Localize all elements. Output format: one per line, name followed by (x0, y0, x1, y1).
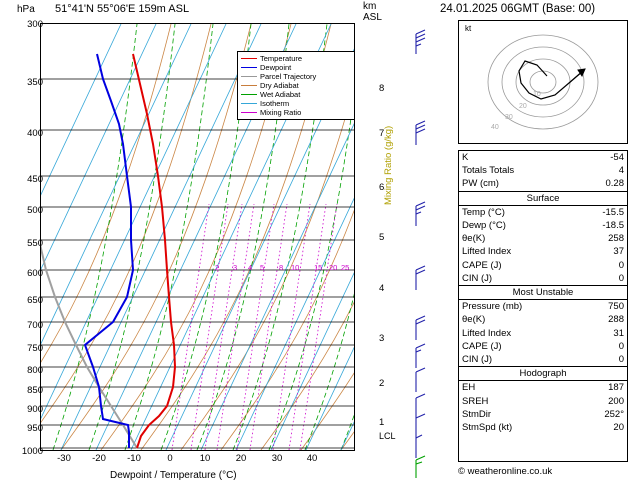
row-val-pw: 0.28 (605, 178, 624, 190)
section-title-surface: Surface (459, 191, 627, 205)
table-row (459, 395, 627, 408)
height-axis-label: km (363, 1, 377, 12)
row-key-sfc-dewp: Dewp (°C) (462, 220, 506, 232)
mixing-label-3: 3 (233, 263, 238, 272)
ytick-700: 700 (27, 320, 43, 331)
xtick-40: 40 (306, 453, 318, 464)
mixing-label-10: 10 (291, 263, 300, 272)
legend-swatch-isotherm (241, 103, 257, 104)
legend-item-dry-adiabat (241, 81, 351, 90)
row-val-sreh: 200 (608, 395, 624, 407)
legend-item-temperature (241, 54, 351, 63)
table-row (459, 272, 627, 286)
row-key-totals-totals: Totals Totals (462, 165, 515, 177)
legend-swatch-mixing-ratio (241, 112, 257, 113)
xtick--10: -10 (127, 453, 141, 464)
table-row (459, 353, 627, 367)
ytick-350: 350 (27, 77, 43, 88)
ytick-900: 900 (27, 404, 43, 415)
mixing-label-5: 5 (260, 263, 265, 272)
legend-swatch-wet-adiabat (241, 94, 257, 95)
row-val-mu-li: 31 (613, 327, 624, 339)
legend-swatch-temperature (241, 58, 257, 59)
row-val-sfc-thetae: 258 (608, 233, 624, 245)
right-column (440, 0, 629, 486)
ytick-450: 450 (27, 174, 43, 185)
wind-barb-300 (416, 30, 425, 54)
table-row (459, 340, 627, 353)
xtick-0: 0 (167, 453, 173, 464)
row-val-mu-cape: 0 (618, 340, 624, 352)
legend-swatch-dry-adiabat (241, 85, 257, 86)
kmtick-5: 5 (379, 232, 385, 243)
row-val-eh: 187 (608, 382, 624, 394)
legend-swatch-parcel (241, 76, 257, 77)
table-row (459, 327, 627, 340)
mixing-ratio-lines (172, 204, 337, 450)
table-row (459, 219, 627, 232)
hodograph-panel (458, 20, 628, 144)
wind-barb-400 (416, 121, 425, 145)
legend-label-parcel: Parcel Trajectory (260, 72, 317, 81)
xtick-20: 20 (235, 453, 247, 464)
table-row (459, 313, 627, 326)
table-row (459, 164, 627, 177)
row-val-sfc-dewp: -18.5 (602, 220, 624, 232)
copyright-text: © weatheronline.co.uk (458, 466, 553, 477)
hodograph-arrow (569, 69, 585, 83)
table-row (459, 177, 627, 191)
kmtick-8: 8 (379, 83, 385, 94)
mixing-ratio-axis-label: Mixing Ratio (g/kg) (383, 125, 394, 205)
skewt-plot-area (40, 23, 355, 451)
height-axis-unit: ASL (363, 12, 382, 23)
kmtick-3: 3 (379, 333, 385, 344)
legend-swatch-dewpoint (241, 67, 257, 68)
kmtick-1: 1 (379, 417, 385, 428)
kmtick-2: 2 (379, 378, 385, 389)
row-val-stmspd: 20 (613, 422, 624, 434)
mixing-label-25: 25 (341, 263, 350, 272)
ytick-950: 950 (27, 423, 43, 434)
wind-barb-700 (416, 316, 425, 340)
row-val-mu-pressure: 750 (608, 301, 624, 313)
table-row (459, 205, 627, 219)
ytick-850: 850 (27, 385, 43, 396)
svg-text:10: 10 (533, 91, 541, 98)
row-key-stmspd: StmSpd (kt) (462, 422, 513, 434)
row-key-pw: PW (cm) (462, 178, 499, 190)
row-val-sfc-temp: -15.5 (602, 206, 624, 218)
legend-label-dry-adiabat: Dry Adiabat (260, 81, 299, 90)
xtick-30: 30 (271, 453, 283, 464)
hodograph-ring-labels (491, 91, 541, 131)
xtick--30: -30 (57, 453, 71, 464)
row-val-totals-totals: 4 (618, 165, 624, 177)
row-key-mu-li: Lifted Index (462, 327, 512, 339)
row-key-sreh: SREH (462, 395, 489, 407)
row-key-sfc-cin: CIN (J) (462, 272, 493, 284)
table-row (459, 259, 627, 272)
ytick-300: 300 (27, 19, 43, 30)
row-key-sfc-cape: CAPE (J) (462, 259, 502, 271)
kmtick-7: 7 (379, 128, 385, 139)
legend-item-isotherm (241, 99, 351, 108)
indices-table (459, 151, 627, 434)
mixing-label-2: 2 (215, 263, 220, 272)
row-val-mu-cin: 0 (618, 354, 624, 366)
kmtick-4: 4 (379, 283, 385, 294)
wind-barb-950 (416, 435, 422, 458)
legend-label-dewpoint: Dewpoint (260, 63, 292, 72)
indices-panel (458, 150, 628, 462)
hodograph-svg (459, 21, 627, 143)
wind-barb-1000 (416, 456, 425, 478)
station-title: 51°41'N 55°06'E 159m ASL (55, 3, 190, 15)
section-header-surface (459, 191, 627, 205)
legend-label-isotherm: Isotherm (260, 99, 290, 108)
ytick-600: 600 (27, 268, 43, 279)
hodograph-unit-label: kt (465, 24, 472, 33)
row-val-sfc-li: 37 (613, 246, 624, 258)
row-key-mu-cin: CIN (J) (462, 354, 493, 366)
mixing-label-20: 20 (329, 263, 338, 272)
section-header-most-unstable (459, 286, 627, 300)
lcl-label: LCL (379, 431, 396, 441)
row-key-stmdir: StmDir (462, 408, 492, 420)
row-key-mu-pressure: Pressure (mb) (462, 301, 523, 313)
row-key-eh: EH (462, 382, 476, 394)
ytick-500: 500 (27, 205, 43, 216)
x-axis-title: Dewpoint / Temperature (°C) (110, 470, 237, 481)
ytick-800: 800 (27, 365, 43, 376)
legend-label-temperature: Temperature (260, 54, 303, 63)
section-title-hodograph: Hodograph (459, 367, 627, 381)
table-row (459, 245, 627, 258)
mixing-label-15: 15 (314, 263, 323, 272)
wind-barb-500 (416, 202, 425, 226)
ytick-650: 650 (27, 295, 43, 306)
table-row (459, 300, 627, 314)
table-row (459, 151, 627, 164)
ytick-750: 750 (27, 343, 43, 354)
legend-label-mixing-ratio: Mixing Ratio (260, 108, 302, 117)
xtick-10: 10 (199, 453, 211, 464)
ytick-400: 400 (27, 128, 43, 139)
ytick-550: 550 (27, 238, 43, 249)
kmtick-6: 6 (379, 182, 385, 193)
row-val-stmdir: 252° (604, 408, 624, 420)
pressure-axis-label: hPa (17, 4, 35, 15)
legend-item-wet-adiabat (241, 90, 351, 99)
row-val-mu-thetae: 288 (608, 314, 624, 326)
wind-barb-800 (416, 368, 425, 392)
row-key-sfc-thetae: θe(K) (462, 233, 486, 245)
svg-text:40: 40 (491, 124, 499, 131)
wind-barb-750 (416, 344, 425, 368)
xtick--20: -20 (92, 453, 106, 464)
table-row (459, 421, 627, 434)
table-row (459, 381, 627, 395)
row-key-sfc-temp: Temp (°C) (462, 206, 505, 218)
row-key-k: K (462, 152, 469, 163)
hodograph-trace (519, 61, 583, 99)
legend-item-mixing-ratio (241, 108, 351, 117)
legend-label-wet-adiabat: Wet Adiabat (260, 90, 301, 99)
row-key-mu-thetae: θe(K) (462, 314, 486, 326)
row-val-sfc-cape: 0 (618, 259, 624, 271)
table-row (459, 232, 627, 245)
wind-barb-600 (416, 266, 425, 290)
mixing-label-8: 8 (279, 263, 284, 272)
row-val-sfc-cin: 0 (618, 272, 624, 284)
ytick-1000: 1000 (21, 446, 43, 457)
svg-text:30: 30 (505, 114, 513, 121)
legend-item-dewpoint (241, 63, 351, 72)
wind-barb-900 (416, 414, 425, 438)
table-row (459, 408, 627, 421)
section-title-most-unstable: Most Unstable (459, 286, 627, 300)
legend-item-parcel (241, 72, 351, 81)
svg-text:20: 20 (519, 103, 527, 110)
row-key-mu-cape: CAPE (J) (462, 340, 502, 352)
section-header-hodograph (459, 367, 627, 381)
chart-legend (237, 51, 355, 120)
row-key-sfc-li: Lifted Index (462, 246, 512, 258)
row-val-k: -54 (610, 152, 624, 163)
wind-barb-column (398, 20, 434, 480)
mixing-label-4: 4 (248, 263, 253, 272)
date-title: 24.01.2025 06GMT (Base: 00) (440, 3, 596, 15)
